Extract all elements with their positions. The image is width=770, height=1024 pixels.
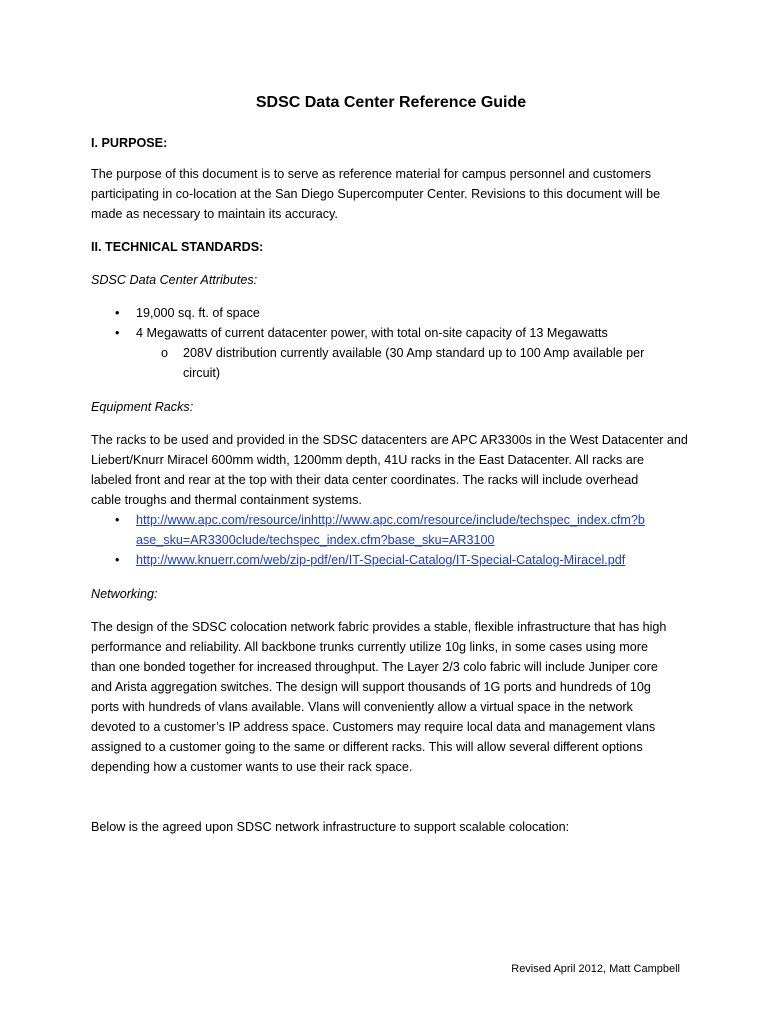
bullet-icon: • <box>115 553 120 567</box>
purpose-line: The purpose of this document is to serve as reference material for campus personnel and customers <box>91 167 651 181</box>
attribute-text: 4 Megawatts of current datacenter power, with total on-site capacity of 13 Megawatts <box>136 326 608 340</box>
racks-line: cable troughs and thermal containment systems. <box>91 493 362 507</box>
attribute-list-item <box>115 323 685 343</box>
technical-heading: II. TECHNICAL STANDARDS: <box>91 240 264 254</box>
bullet-icon: • <box>115 306 120 320</box>
document-title: SDSC Data Center Reference Guide <box>255 94 527 111</box>
attribute-text: 19,000 sq. ft. of space <box>136 306 260 320</box>
networking-line: and Arista aggregation switches. The design will support thousands of 1G ports and hundreds of 10g <box>91 680 651 694</box>
apc-link-line[interactable]: http://www.apc.com/resource/inhttp://www.apc.com/resource/include/techspec_index.cfm?b <box>136 513 645 527</box>
networking-line: than one bonded together for increased throughput. The Layer 2/3 colo fabric will include Juniper core <box>91 660 658 674</box>
sub-attribute-text <box>183 343 683 383</box>
networking-line: assigned to a customer going to the same or different racks. This will allow several different options <box>91 740 643 754</box>
attribute-list-item <box>115 303 685 323</box>
closing-sentence: Below is the agreed upon SDSC network infrastructure to support scalable colocation: <box>91 820 570 834</box>
racks-paragraph <box>91 430 691 510</box>
bullet-icon: • <box>115 513 120 527</box>
sub-bullet-icon: o <box>161 346 169 360</box>
sub-attribute-item <box>161 343 681 383</box>
racks-heading: Equipment Racks: <box>91 400 194 414</box>
sub-attribute-line: 208V distribution currently available (30 Amp standard up to 100 Amp available per <box>183 346 645 360</box>
sub-attribute-line: circuit) <box>183 366 221 380</box>
racks-line: The racks to be used and provided in the SDSC datacenters are APC AR3300s in the West Datacenter and <box>91 433 688 447</box>
attributes-heading: SDSC Data Center Attributes: <box>91 273 258 287</box>
knuerr-link-line[interactable]: http://www.knuerr.com/web/zip-pdf/en/IT-Special-Catalog/IT-Special-Catalog-Miracel.pdf <box>136 553 626 567</box>
purpose-line: participating in co-location at the San Diego Supercomputer Center. Revisions to this document will be <box>91 187 661 201</box>
networking-heading: Networking: <box>91 587 158 601</box>
networking-line: devoted to a customer’s IP address space. Customers may require local data and management vlans <box>91 720 656 734</box>
purpose-line: made as necessary to maintain its accuracy. <box>91 207 338 221</box>
purpose-paragraph <box>91 164 691 224</box>
networking-paragraph <box>91 617 691 777</box>
revision-footer: Revised April 2012, Matt Campbell <box>511 963 680 975</box>
racks-line: labeled front and rear at the top with their data center coordinates. The racks will include overhead <box>91 473 639 487</box>
bullet-icon: • <box>115 326 120 340</box>
apc-link[interactable] <box>136 510 696 550</box>
apc-link-line[interactable]: ase_sku=AR3300clude/techspec_index.cfm?base_sku=AR3100 <box>136 533 495 547</box>
networking-line: performance and reliability. All backbone trunks currently utilize 10g links, in some cases using more <box>91 640 648 654</box>
networking-line: ports with hundreds of vlans available. Vlans will conveniently allow a virtual space in the network <box>91 700 633 714</box>
purpose-heading: I. PURPOSE: <box>91 136 168 150</box>
racks-line: Liebert/Knurr Miracel 600mm width, 1200mm depth, 41U racks in the East Datacenter. All racks are <box>91 453 644 467</box>
knuerr-link[interactable] <box>136 550 696 570</box>
networking-line: depending how a customer wants to use their rack space. <box>91 760 413 774</box>
link-list-item <box>115 510 685 550</box>
link-list-item <box>115 550 685 570</box>
networking-line: The design of the SDSC colocation network fabric provides a stable, flexible infrastructure that has high <box>91 620 667 634</box>
